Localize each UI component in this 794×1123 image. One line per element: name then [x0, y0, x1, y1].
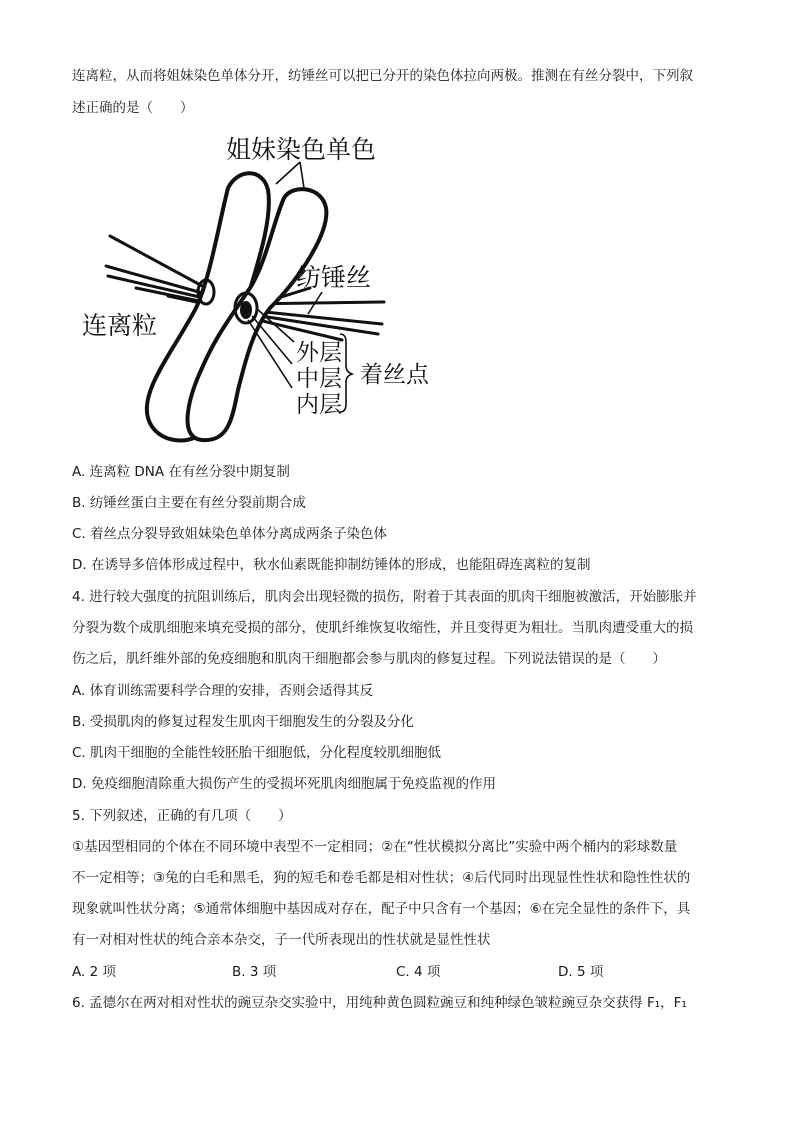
q4-stem-line-2: 分裂为数个成肌细胞来填充受损的部分，使肌纤维恢复收缩性，并且变得更为粗壮。当肌肉遭受重大的损 [72, 620, 693, 636]
q4-option-b[interactable]: B. 受损肌肉的修复过程发生肌肉干细胞发生的分裂及分化 [72, 714, 414, 730]
q3-option-b[interactable]: B. 纺锤丝蛋白主要在有丝分裂前期合成 [72, 495, 306, 511]
label-sister-chromatids: 姐妹染色单色 [226, 135, 377, 164]
pointer-line-inner [248, 320, 292, 388]
q3-stem-line-2: 述正确的是（ ） [72, 100, 194, 116]
q5-body-line-2: 不一定相等；③兔的白毛和黑毛，狗的短毛和卷毛都是相对性状；④后代同时出现显性性状和隐性性状的 [72, 870, 691, 886]
q5-body-line-3: 现象就叫性状分离；⑤通常体细胞中基因成对存在，配子中只含有一个基因；⑥在完全显性的条件下，具 [72, 901, 691, 917]
q5-option-b[interactable]: B. 3 项 [232, 964, 277, 980]
q5-body-line-1: ①基因型相同的个体在不同环境中表型不一定相同；②在“性状模拟分离比”实验中两个桶内的彩球数量 [72, 839, 678, 855]
label-spindle-fiber: 纺锤丝 [296, 263, 372, 292]
label-outer-layer: 外层 [296, 340, 342, 366]
label-centromere: 连离粒 [82, 311, 158, 340]
q5-body-line-4: 有一对相对性状的纯合亲本杂交，子一代所表现出的性状就是显性性状 [72, 932, 491, 948]
q3-option-c[interactable]: C. 着丝点分裂导致姐妹染色单体分离成两条子染色体 [72, 526, 388, 542]
label-inner-layer: 内层 [296, 392, 342, 418]
q4-stem-line-1: 4. 进行较大强度的抗阻训练后，肌肉会出现轻微的损伤，附着于其表面的肌肉干细胞被激活，开始膨胀并 [72, 589, 697, 605]
q6-stem-line-1: 6. 孟德尔在两对相对性状的豌豆杂交实验中，用纯种黄色圆粒豌豆和纯种绿色皱粒豌豆杂交获得 F₁，F₁ [72, 995, 687, 1011]
q5-option-d[interactable]: D. 5 项 [558, 964, 604, 980]
label-middle-layer: 中层 [296, 366, 342, 392]
q3-option-a[interactable]: A. 连离粒 DNA 在有丝分裂中期复制 [72, 464, 290, 480]
q4-stem-line-3: 伤之后，肌纤维外部的免疫细胞和肌肉干细胞都会参与肌肉的修复过程。下列说法错误的是（ ） [72, 651, 666, 667]
label-kinetochore: 着丝点 [360, 362, 429, 388]
q3-stem-line-1: 连离粒，从而将姐妹染色单体分开，纺锤丝可以把已分开的染色体拉向两极。推测在有丝分裂中，下列叙 [72, 68, 693, 84]
q5-stem: 5. 下列叙述，正确的有几项（ ） [72, 808, 292, 824]
q5-option-a[interactable]: A. 2 项 [72, 964, 116, 980]
q4-option-c[interactable]: C. 肌肉干细胞的全能性较胚胎干细胞低，分化程度较肌细胞低 [72, 745, 442, 761]
pointer-line-sister-left [276, 162, 300, 184]
spindle-fibers-left [106, 236, 206, 304]
q3-option-d[interactable]: D. 在诱导多倍体形成过程中，秋水仙素既能抑制纺锤体的形成，也能阻碍连离粒的复制 [72, 557, 591, 573]
q4-option-a[interactable]: A. 体育训练需要科学合理的安排，否则会适得其反 [72, 683, 374, 699]
pointer-line-sister-right [300, 162, 304, 188]
q5-option-c[interactable]: C. 4 项 [396, 964, 441, 980]
q4-option-d[interactable]: D. 免疫细胞清除重大损伤产生的受损坏死肌肉细胞属于免疫监视的作用 [72, 776, 496, 792]
kinetochore-inner-ring [240, 301, 252, 319]
chromosome-diagram [78, 128, 450, 446]
